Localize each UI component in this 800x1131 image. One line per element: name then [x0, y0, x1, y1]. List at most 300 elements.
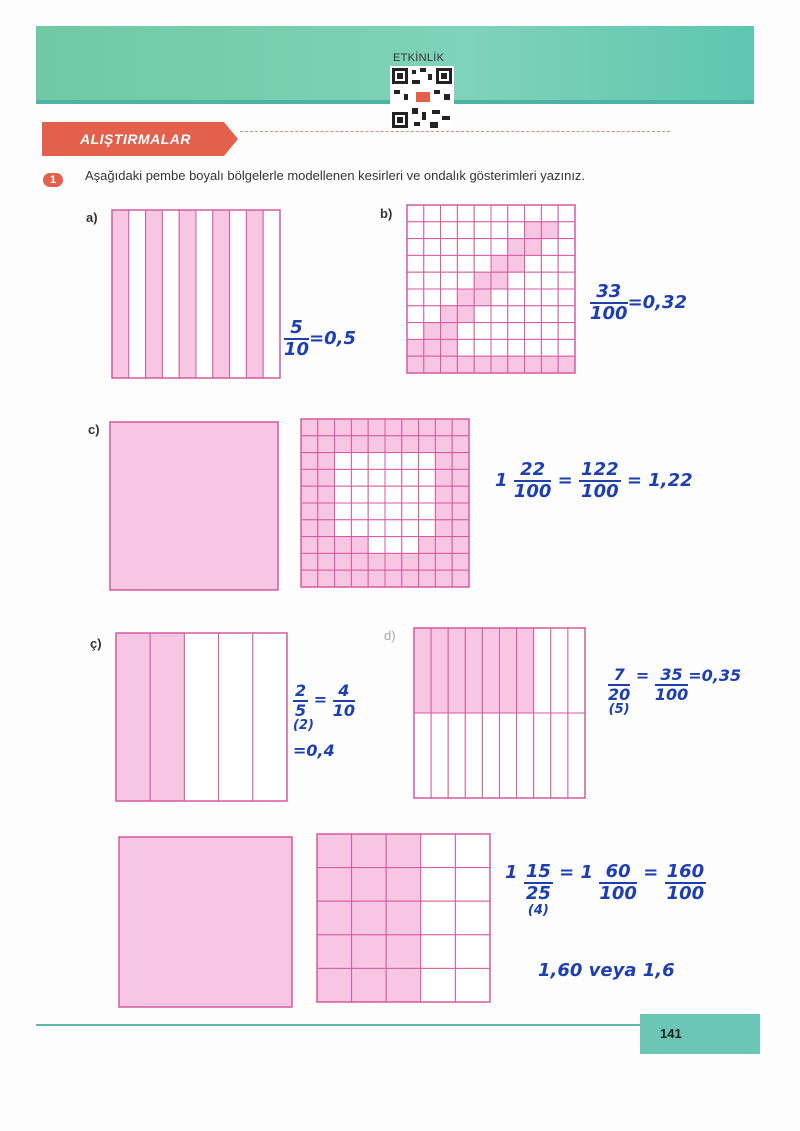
model-cell: [129, 210, 146, 378]
answer-cc-num2: 4: [333, 682, 355, 702]
model-cell: [196, 210, 213, 378]
model-cell: [508, 272, 525, 289]
model-cell: [419, 503, 436, 520]
answer-cc-den2: 10: [332, 700, 355, 720]
model-cell: [452, 520, 469, 537]
model-cell: [452, 503, 469, 520]
model-d-grid: [413, 627, 586, 799]
model-cell: [465, 628, 482, 713]
model-cell: [179, 210, 196, 378]
model-cell: [351, 570, 368, 587]
model-cell: [386, 868, 421, 902]
model-cell: [441, 356, 458, 373]
model-cell: [318, 436, 335, 453]
answer-a-num: 5: [284, 318, 309, 340]
model-cell: [435, 419, 452, 436]
model-cell: [551, 628, 568, 713]
model-cell: [491, 222, 508, 239]
answer-d-eq: =: [635, 666, 650, 685]
model-cell: [402, 453, 419, 470]
model-cell: [534, 713, 551, 798]
answer-cc: [293, 682, 355, 761]
model-cell: [419, 553, 436, 570]
answer-d-den2: 100: [654, 684, 689, 704]
model-cell: [402, 553, 419, 570]
model-cell: [335, 469, 352, 486]
question-number-badge: 1: [43, 173, 63, 187]
model-cell: [491, 205, 508, 222]
answer-e-mult: (4): [527, 902, 549, 918]
model-cell: [525, 339, 542, 356]
label-a: a): [86, 210, 98, 225]
model-cell: [541, 255, 558, 272]
model-cell: [317, 935, 352, 969]
model-cell: [318, 570, 335, 587]
section-title: ALIŞTIRMALAR: [80, 131, 191, 147]
model-cell: [421, 868, 456, 902]
model-cell: [419, 486, 436, 503]
model-cell: [335, 419, 352, 436]
model-cell: [385, 503, 402, 520]
answer-e-line2: 1,60 veya 1,6: [538, 960, 675, 981]
model-cell: [402, 486, 419, 503]
model-cell: [424, 339, 441, 356]
answer-b-num: 33: [590, 282, 628, 304]
model-cell: [474, 239, 491, 256]
model-c-grid: [300, 418, 470, 588]
model-cell: [508, 289, 525, 306]
model-cell: [352, 834, 387, 868]
model-cell: [452, 570, 469, 587]
answer-a: [284, 318, 356, 360]
model-cell: [419, 537, 436, 554]
model-cell: [457, 356, 474, 373]
model-cell: [448, 628, 465, 713]
model-cc-strips: [115, 632, 288, 802]
model-cell: [525, 205, 542, 222]
answer-e-eq: =: [559, 862, 575, 883]
model-cell: [162, 210, 179, 378]
model-cell: [368, 469, 385, 486]
model-cell: [335, 486, 352, 503]
model-cell: [414, 713, 431, 798]
answer-e-whole2: 1: [580, 862, 594, 883]
model-cell: [541, 356, 558, 373]
model-cell: [150, 633, 184, 801]
answer-b-rest: =0,32: [627, 291, 688, 313]
model-cell: [368, 537, 385, 554]
model-cell: [525, 356, 542, 373]
model-cell: [385, 453, 402, 470]
model-cell: [368, 486, 385, 503]
model-cell: [335, 537, 352, 554]
model-cell: [558, 205, 575, 222]
model-cell: [474, 339, 491, 356]
model-cell: [558, 306, 575, 323]
model-cell: [474, 289, 491, 306]
model-cell: [525, 239, 542, 256]
model-cell: [385, 486, 402, 503]
model-cell: [525, 222, 542, 239]
model-cell: [452, 419, 469, 436]
model-cell: [351, 553, 368, 570]
model-cell: [318, 503, 335, 520]
answer-cc-eq: =: [313, 690, 328, 710]
model-cell: [508, 356, 525, 373]
label-c: c): [88, 422, 100, 437]
model-cell: [558, 339, 575, 356]
model-cell: [541, 272, 558, 289]
page-number: 141: [660, 1026, 682, 1041]
model-cell: [541, 239, 558, 256]
model-cell: [491, 323, 508, 340]
model-cell: [474, 306, 491, 323]
model-cell: [457, 222, 474, 239]
model-cell: [558, 356, 575, 373]
model-cell: [407, 306, 424, 323]
model-cell: [452, 436, 469, 453]
model-cell: [435, 436, 452, 453]
model-cell: [474, 205, 491, 222]
model-cell: [318, 469, 335, 486]
model-cell: [230, 210, 247, 378]
model-cell: [421, 968, 456, 1002]
model-cell: [318, 453, 335, 470]
model-cell: [301, 469, 318, 486]
model-cell: [474, 272, 491, 289]
model-cell: [414, 628, 431, 713]
model-cell: [457, 255, 474, 272]
answer-c-num2: 122: [581, 459, 619, 480]
model-cell: [551, 713, 568, 798]
model-cell: [558, 222, 575, 239]
model-cell: [385, 436, 402, 453]
model-cell: [452, 537, 469, 554]
answer-cc-den: 5: [295, 700, 307, 720]
answer-e-den3: 100: [666, 882, 705, 904]
model-cell: [407, 222, 424, 239]
model-cell: [452, 486, 469, 503]
model-cell: [385, 537, 402, 554]
model-cell: [402, 436, 419, 453]
model-cell: [246, 210, 263, 378]
model-cell: [116, 633, 150, 801]
model-cell: [368, 503, 385, 520]
model-cell: [558, 272, 575, 289]
answer-c-den: 100: [513, 480, 552, 502]
answer-e: [505, 862, 706, 918]
model-cell: [452, 453, 469, 470]
model-cell: [301, 520, 318, 537]
model-cell: [318, 537, 335, 554]
model-cell: [435, 570, 452, 587]
model-cell: [263, 210, 280, 378]
model-cell: [386, 935, 421, 969]
model-cell: [407, 272, 424, 289]
model-cell: [558, 239, 575, 256]
model-cell: [457, 339, 474, 356]
answer-d: [608, 666, 741, 717]
model-cell: [568, 713, 585, 798]
model-cell: [441, 239, 458, 256]
model-cell: [474, 255, 491, 272]
model-cell: [368, 419, 385, 436]
model-cell: [508, 205, 525, 222]
model-cell: [424, 255, 441, 272]
model-cell: [419, 570, 436, 587]
model-cell: [385, 570, 402, 587]
model-cell: [317, 868, 352, 902]
model-cell: [146, 210, 163, 378]
model-cell: [402, 570, 419, 587]
model-cell: [558, 289, 575, 306]
model-cell: [351, 503, 368, 520]
model-cell: [335, 436, 352, 453]
answer-c-whole: 1: [495, 469, 508, 491]
model-cell: [457, 306, 474, 323]
model-cell: [482, 713, 499, 798]
answer-a-den: 10: [284, 338, 310, 360]
model-cell: [386, 901, 421, 935]
model-cell: [352, 901, 387, 935]
model-cell: [424, 323, 441, 340]
model-cell: [541, 323, 558, 340]
model-cell: [385, 553, 402, 570]
model-cell: [525, 272, 542, 289]
model-c-whole: [109, 421, 279, 591]
model-cell: [500, 628, 517, 713]
model-cell: [351, 520, 368, 537]
model-cell: [352, 935, 387, 969]
model-cell: [335, 453, 352, 470]
model-cell: [508, 323, 525, 340]
model-cell: [441, 289, 458, 306]
model-cell: [457, 289, 474, 306]
model-cell: [351, 453, 368, 470]
answer-d-num2: 35: [655, 666, 688, 686]
model-e-whole: [118, 836, 293, 1008]
model-cell: [112, 210, 129, 378]
model-cell: [558, 323, 575, 340]
model-cell: [465, 713, 482, 798]
model-cell: [452, 469, 469, 486]
model-cell: [534, 628, 551, 713]
model-cell: [407, 356, 424, 373]
model-cell: [455, 834, 490, 868]
model-cell: [491, 306, 508, 323]
model-cell: [455, 901, 490, 935]
model-cell: [385, 520, 402, 537]
model-cell: [457, 239, 474, 256]
answer-a-rest: =0,5: [309, 327, 357, 349]
model-cell: [508, 306, 525, 323]
model-cell: [435, 537, 452, 554]
model-cell: [407, 255, 424, 272]
answer-e-den2: 100: [599, 882, 637, 904]
model-cell: [474, 323, 491, 340]
model-cell: [253, 633, 287, 801]
model-cell: [435, 520, 452, 537]
model-cell: [119, 837, 292, 1007]
model-cell: [301, 570, 318, 587]
model-cell: [491, 356, 508, 373]
model-cell: [525, 306, 542, 323]
model-cell: [435, 503, 452, 520]
answer-c-den2: 100: [581, 480, 619, 502]
model-cell: [301, 553, 318, 570]
model-b-grid: [406, 204, 576, 374]
model-cell: [301, 436, 318, 453]
model-cell: [452, 553, 469, 570]
model-cell: [421, 834, 456, 868]
model-cell: [421, 901, 456, 935]
page-number-box: [640, 1014, 760, 1054]
answer-c-eq: =: [557, 469, 573, 491]
model-cell: [419, 520, 436, 537]
model-cell: [110, 422, 278, 590]
model-a-strips: [111, 209, 281, 379]
model-cell: [424, 306, 441, 323]
model-cell: [402, 469, 419, 486]
label-d: d): [384, 628, 396, 643]
model-cell: [351, 436, 368, 453]
model-cell: [441, 272, 458, 289]
model-cell: [491, 289, 508, 306]
model-cell: [385, 419, 402, 436]
model-cell: [335, 570, 352, 587]
model-cell: [368, 453, 385, 470]
model-cell: [402, 537, 419, 554]
model-cell: [385, 469, 402, 486]
model-cell: [419, 419, 436, 436]
model-cell: [457, 205, 474, 222]
model-cell: [517, 628, 534, 713]
model-cell: [219, 633, 253, 801]
answer-c-rest: = 1,22: [626, 469, 693, 491]
model-cell: [213, 210, 230, 378]
model-cell: [525, 255, 542, 272]
model-cell: [335, 520, 352, 537]
model-cell: [351, 419, 368, 436]
model-cell: [407, 339, 424, 356]
model-cell: [541, 306, 558, 323]
model-cell: [351, 537, 368, 554]
model-cell: [431, 628, 448, 713]
model-cell: [318, 520, 335, 537]
model-cell: [352, 868, 387, 902]
activity-label: ETKİNLİK: [393, 52, 445, 64]
model-cell: [184, 633, 218, 801]
model-cell: [317, 968, 352, 1002]
model-cell: [317, 834, 352, 868]
answer-e-num: 15: [525, 861, 551, 882]
model-cell: [568, 628, 585, 713]
model-cell: [435, 453, 452, 470]
question-text: Aşağıdaki pembe boyalı bölgelerle modellenen kesirleri ve ondalık gösterimleri yazınız.: [85, 168, 586, 183]
model-cell: [525, 323, 542, 340]
model-cell: [402, 520, 419, 537]
model-cell: [482, 628, 499, 713]
qr-code-icon[interactable]: [390, 66, 454, 130]
answer-e-num3: 160: [666, 861, 705, 882]
model-cell: [419, 469, 436, 486]
model-cell: [424, 205, 441, 222]
model-cell: [419, 436, 436, 453]
model-cell: [301, 453, 318, 470]
model-cell: [386, 968, 421, 1002]
model-cell: [431, 713, 448, 798]
answer-e-den: 25: [525, 882, 551, 904]
model-cell: [441, 222, 458, 239]
model-e-grid: [316, 833, 491, 1003]
model-cell: [335, 553, 352, 570]
model-cell: [318, 486, 335, 503]
label-b: b): [380, 206, 393, 221]
model-cell: [368, 436, 385, 453]
answer-e-whole: 1: [505, 862, 518, 883]
model-cell: [407, 289, 424, 306]
model-cell: [386, 834, 421, 868]
model-cell: [368, 553, 385, 570]
model-cell: [435, 553, 452, 570]
model-cell: [441, 205, 458, 222]
model-cell: [517, 713, 534, 798]
model-cell: [457, 272, 474, 289]
model-cell: [508, 222, 525, 239]
model-cell: [301, 537, 318, 554]
model-cell: [508, 339, 525, 356]
answer-cc-mult: (2): [293, 718, 314, 734]
answer-cc-num: 2: [295, 681, 307, 700]
model-cell: [301, 419, 318, 436]
model-cell: [407, 239, 424, 256]
model-cell: [407, 205, 424, 222]
model-cell: [424, 356, 441, 373]
model-cell: [419, 453, 436, 470]
footer-line: [36, 1024, 640, 1026]
model-cell: [351, 486, 368, 503]
answer-b: [590, 282, 687, 324]
model-cell: [508, 255, 525, 272]
model-cell: [435, 486, 452, 503]
model-cell: [474, 356, 491, 373]
model-cell: [435, 469, 452, 486]
model-cell: [448, 713, 465, 798]
model-cell: [508, 239, 525, 256]
answer-d-num: 7: [608, 666, 630, 686]
model-cell: [441, 339, 458, 356]
model-cell: [541, 205, 558, 222]
model-cell: [525, 289, 542, 306]
model-cell: [491, 339, 508, 356]
answer-d-mult: (5): [608, 702, 630, 718]
answer-e-num2: 60: [599, 862, 637, 884]
model-cell: [301, 503, 318, 520]
model-cell: [541, 339, 558, 356]
model-cell: [352, 968, 387, 1002]
model-cell: [491, 255, 508, 272]
answer-cc-rest: =0,4: [293, 741, 335, 761]
answer-c-num: 22: [514, 460, 552, 482]
model-cell: [424, 272, 441, 289]
model-cell: [402, 419, 419, 436]
label-cc: ç): [90, 636, 102, 651]
model-cell: [318, 419, 335, 436]
model-cell: [368, 570, 385, 587]
answer-b-den: 100: [590, 302, 628, 324]
model-cell: [541, 222, 558, 239]
model-cell: [455, 968, 490, 1002]
